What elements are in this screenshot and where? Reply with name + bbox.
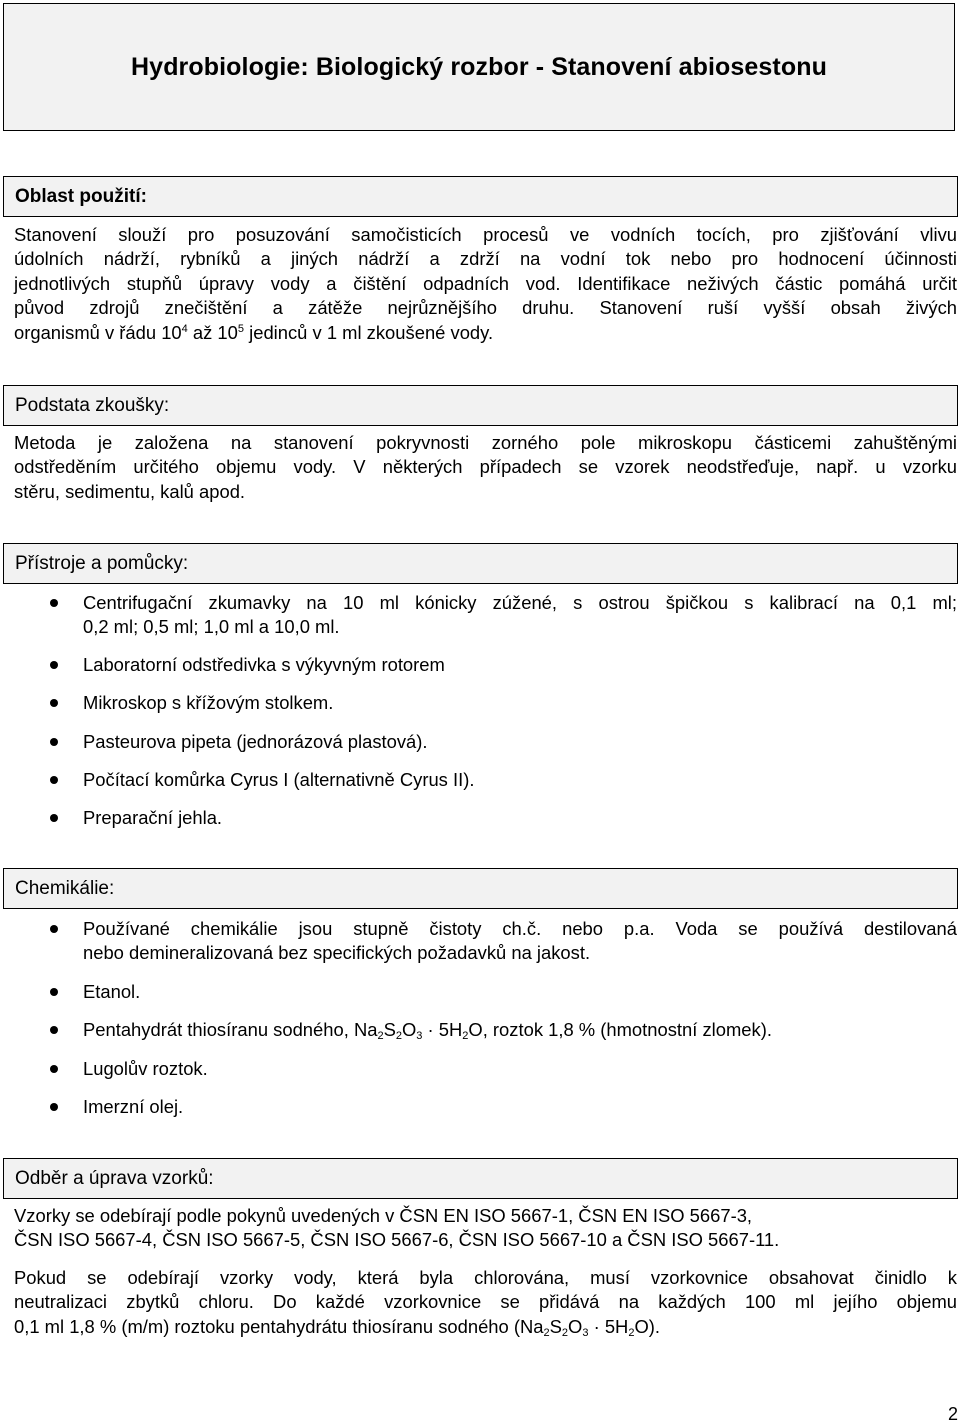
title-box [3, 3, 955, 131]
subscript: 3 [416, 1030, 423, 1042]
section-heading-oblast-text: Oblast použití: [15, 185, 147, 207]
subscript: 2 [377, 1030, 384, 1042]
section-heading-odber [3, 1158, 958, 1199]
text-fragment: až 10 [187, 321, 238, 343]
text-line: jednotlivých stupňů úpravy vody a čištění odpadních vod. Identifikace neživých částic pomáhá určit [14, 272, 957, 294]
paragraph-oblast [14, 223, 957, 345]
subscript: 2 [628, 1326, 635, 1339]
text-fragment: · 5H [588, 1315, 629, 1337]
section-heading-chemikalie-text: Chemikálie: [15, 877, 115, 899]
list-item-text: Pasteurova pipeta (jednorázová plastová). [83, 731, 428, 752]
superscript: 5 [237, 322, 245, 335]
text-fragment: S [383, 1019, 396, 1040]
bullet-icon [50, 1026, 58, 1034]
text-line [14, 1315, 957, 1339]
section-heading-pristroje [3, 543, 958, 584]
text-line: 0,2 ml; 0,5 ml; 1,0 ml a 10,0 ml. [83, 616, 340, 638]
text-line: Vzorky se odebírají podle pokynů uvedených v ČSN EN ISO 5667-1, ČSN EN ISO 5667-3, [14, 1205, 753, 1226]
text-fragment: organismů v řádu 10 [14, 321, 182, 343]
subscript: 2 [543, 1326, 550, 1339]
text-line: odstředěním určitého objemu vody. V některých případech se vzorek neodstřeďuje, např. u vzorku [14, 456, 957, 478]
bullet-icon [50, 1065, 58, 1073]
section-heading-odber-text: Odběr a úprava vzorků: [15, 1167, 214, 1189]
list-item-text: Imerzní olej. [83, 1096, 184, 1117]
text-fragment: jedinců v 1 ml zkoušené vody. [244, 321, 494, 343]
bullet-icon [50, 988, 58, 996]
subscript: 2 [561, 1326, 569, 1339]
text-fragment: O). [634, 1315, 661, 1337]
text-line: ČSN ISO 5667-4, ČSN ISO 5667-5, ČSN ISO 5667-6, ČSN ISO 5667-10 a ČSN ISO 5667-11. [14, 1229, 780, 1251]
text-line: Pokud se odebírají vzorky vody, která byla chlorována, musí vzorkovnice obsahovat činidlo k [14, 1267, 957, 1288]
text-fragment: O [401, 1019, 417, 1040]
paragraph-podstata [14, 431, 957, 504]
subscript: 2 [462, 1030, 469, 1042]
text-line: Používané chemikálie jsou stupně čistoty ch.č. nebo p.a. Voda se používá destilovaná [83, 918, 957, 939]
page-number: 2 [947, 1404, 958, 1424]
subscript: 2 [395, 1030, 402, 1042]
list-item-text: Laboratorní odstředivka s výkyvným rotorem [83, 654, 445, 675]
section-heading-podstata [3, 385, 958, 426]
list-item-text: Preparační jehla. [83, 807, 223, 828]
text-line: původ zdrojů znečištění a zátěže nejrůznějšího druhu. Stanovení ruší vyšší obsah živých [14, 297, 957, 319]
text-fragment: S [549, 1315, 562, 1337]
bullet-icon [50, 1103, 58, 1111]
text-line [14, 321, 957, 345]
section-heading-chemikalie [3, 868, 958, 909]
bullet-icon [50, 699, 58, 707]
text-line: neutralizaci zbytků chloru. Do každé vzorkovnice se přidává na každých 100 ml jejího objemu [14, 1291, 957, 1313]
text-fragment: O, roztok 1,8 % (hmotnostní zlomek). [468, 1019, 772, 1040]
superscript: 4 [181, 322, 188, 335]
text-fragment: · 5H [422, 1019, 463, 1040]
text-line: Centrifugační zkumavky na 10 ml kónicky zúžené, s ostrou špičkou s kalibrací na 0,1 ml; [83, 592, 957, 613]
section-heading-podstata-text: Podstata zkoušky: [15, 394, 170, 416]
subscript: 3 [582, 1326, 589, 1339]
paragraph-odber-2 [14, 1266, 957, 1339]
text-line: údolních nádrží, rybníků a jiných nádrží a zdrží na vodní tok nebo pro hodnocení účinnosti [14, 248, 957, 270]
list-item-text: Mikroskop s křížovým stolkem. [83, 692, 334, 713]
list-item-text: Etanol. [83, 981, 141, 1002]
bullet-icon [50, 738, 58, 746]
text-fragment: 0,1 ml 1,8 % (m/m) roztoku pentahydrátu thiosíranu sodného (Na [14, 1315, 544, 1337]
list-item-text: Počítací komůrka Cyrus I (alternativně Cyrus II). [83, 769, 475, 790]
bullet-icon [50, 814, 58, 822]
bullet-icon [50, 776, 58, 784]
list-item-text [83, 1018, 957, 1042]
section-heading-oblast [3, 176, 958, 217]
section-heading-pristroje-text: Přístroje a pomůcky: [15, 552, 189, 574]
list-item-text: Lugolův roztok. [83, 1058, 208, 1079]
bullet-icon [50, 925, 58, 933]
text-line: Stanovení slouží pro posuzování samočisticích procesů ve vodních tocích, pro zjišťování vlivu [14, 224, 957, 245]
text-line: Metoda je založena na stanovení pokryvnosti zorného pole mikroskopu částicemi zahuštěnými [14, 432, 957, 453]
page-title: Hydrobiologie: Biologický rozbor - Stanovení abiosestonu [131, 52, 827, 81]
text-line: nebo demineralizovaná bez specifických požadavků na jakost. [83, 942, 591, 964]
bullet-icon [50, 599, 58, 607]
text-line: stěru, sedimentu, kalů apod. [14, 480, 246, 502]
text-fragment: Pentahydrát thiosíranu sodného, Na [83, 1019, 378, 1040]
paragraph-odber-1 [14, 1204, 957, 1253]
bullet-icon [50, 661, 58, 669]
text-fragment: O [568, 1315, 583, 1337]
